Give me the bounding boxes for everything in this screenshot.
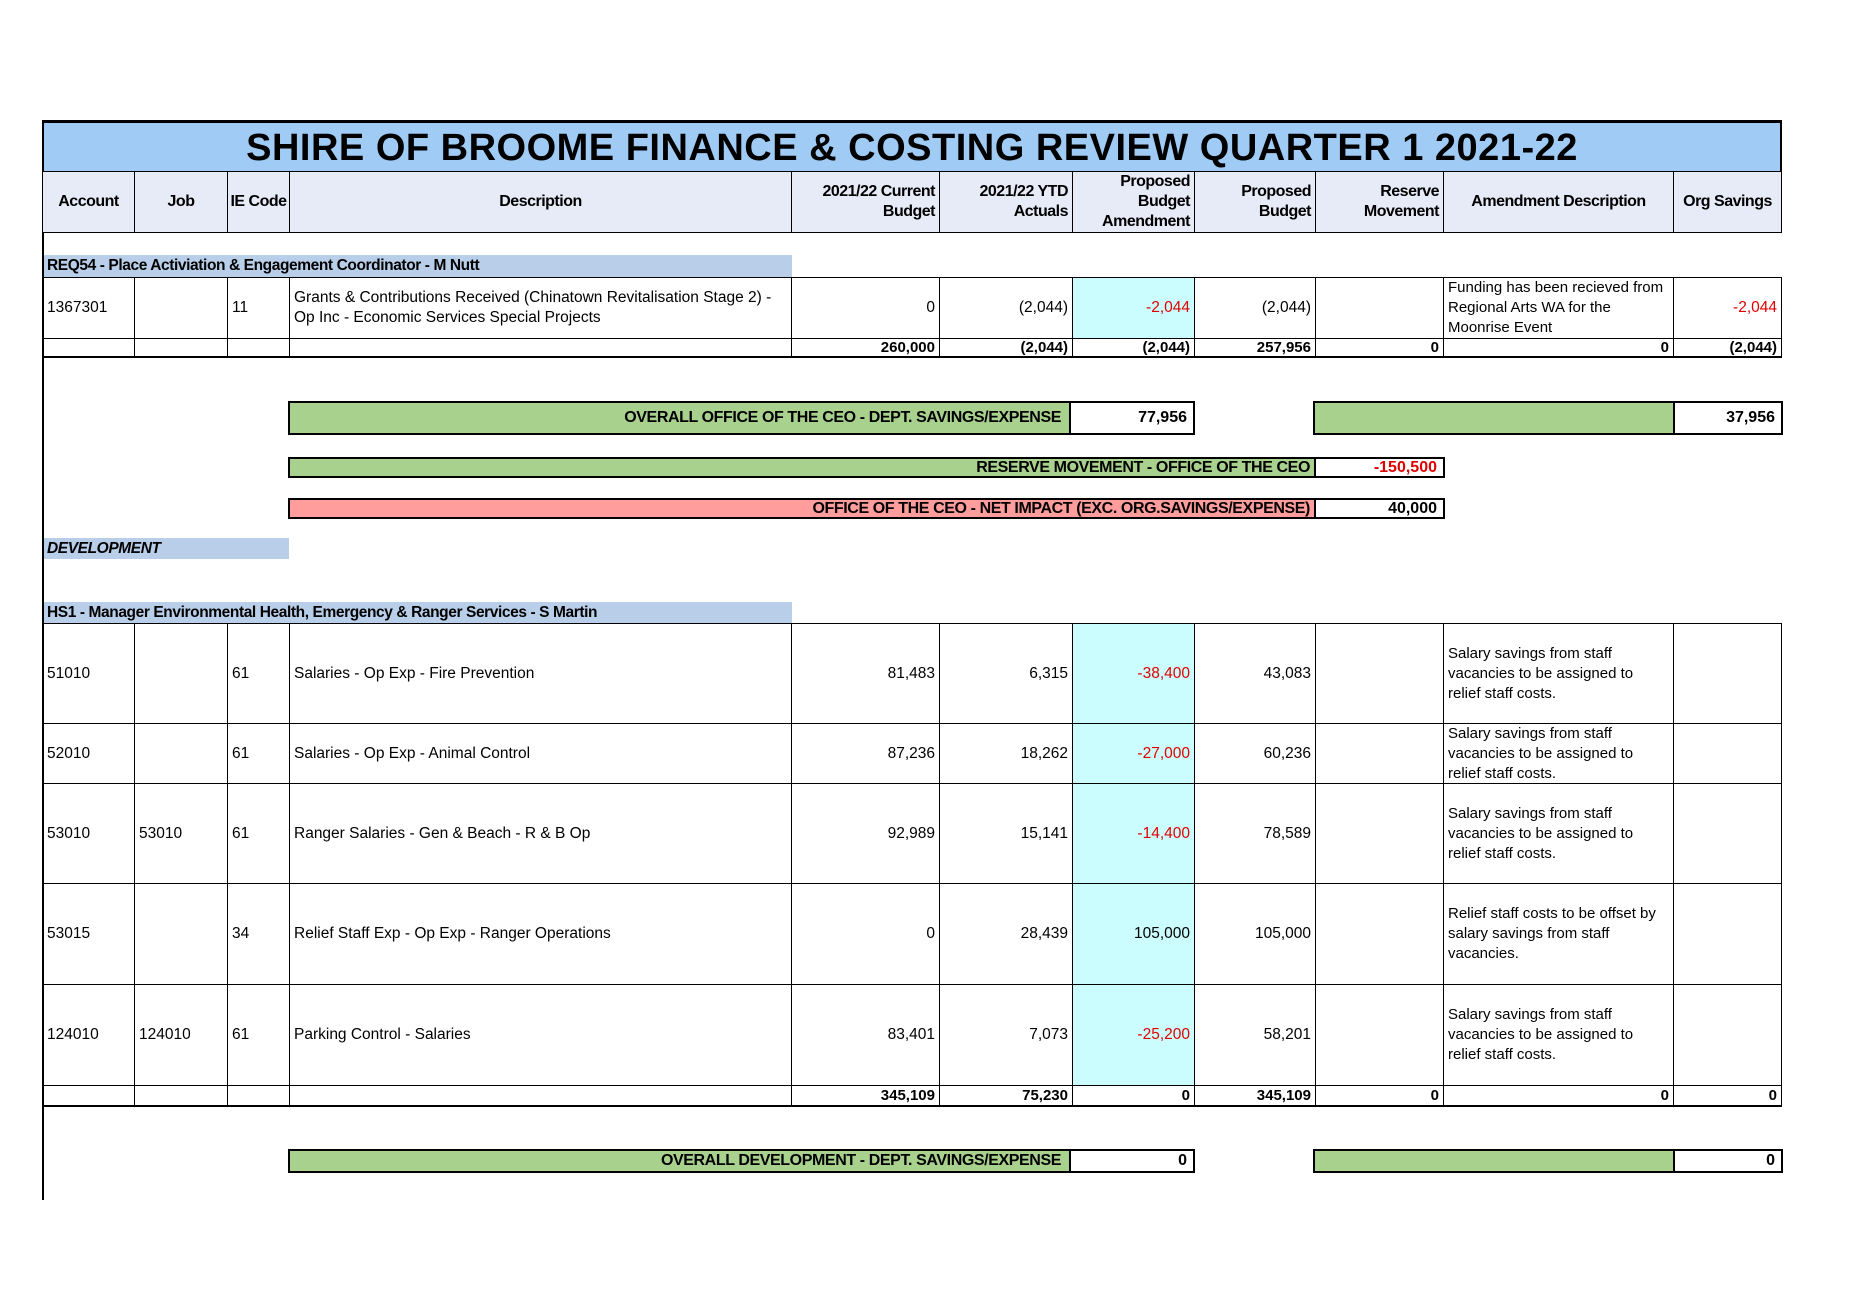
total-blank bbox=[42, 1085, 135, 1107]
cell-amendment-description: Salary savings from staff vacancies to be assigned to relief staff costs. bbox=[1443, 623, 1674, 724]
cell-proposed-amendment: -2,044 bbox=[1072, 277, 1195, 339]
cell-org-savings bbox=[1673, 723, 1782, 784]
development-org-savings-value: 0 bbox=[1673, 1149, 1783, 1173]
cell-ytd-actuals: 7,073 bbox=[939, 984, 1073, 1086]
section-label-req54: REQ54 - Place Activiation & Engagement Coordinator - M Nutt bbox=[44, 255, 792, 277]
total-blank bbox=[134, 1085, 228, 1107]
cell-account: 52010 bbox=[42, 723, 135, 784]
header-ie-code: IE Code bbox=[227, 171, 290, 233]
cell-proposed-amendment: -27,000 bbox=[1072, 723, 1195, 784]
cell-proposed-budget: 43,083 bbox=[1194, 623, 1316, 724]
total-amendment-description: 0 bbox=[1443, 1085, 1674, 1107]
cell-ie-code: 34 bbox=[227, 883, 290, 985]
header-amendment-description: Amendment Description bbox=[1443, 171, 1674, 233]
cell-current-budget: 87,236 bbox=[791, 723, 940, 784]
header-proposed-budget: Proposed Budget bbox=[1194, 171, 1316, 233]
cell-org-savings bbox=[1673, 783, 1782, 884]
section-label-hs1: HS1 - Manager Environmental Health, Emergency & Ranger Services - S Martin bbox=[44, 602, 792, 623]
total-current-budget: 260,000 bbox=[791, 338, 940, 358]
cell-proposed-amendment: -38,400 bbox=[1072, 623, 1195, 724]
cell-proposed-budget: (2,044) bbox=[1194, 277, 1316, 339]
header-proposed-amendment: Proposed Budget Amendment bbox=[1072, 171, 1195, 233]
total-blank bbox=[227, 338, 290, 358]
ceo-net-impact-label: OFFICE OF THE CEO - NET IMPACT (EXC. ORG.SAVINGS/EXPENSE) bbox=[288, 498, 1316, 519]
report-title: SHIRE OF BROOME FINANCE & COSTING REVIEW QUARTER 1 2021-22 bbox=[42, 120, 1782, 171]
cell-amendment-description: Relief staff costs to be offset by salary savings from staff vacancies. bbox=[1443, 883, 1674, 985]
cell-job: 53010 bbox=[134, 783, 228, 884]
total-proposed-amendment: 0 bbox=[1072, 1085, 1195, 1107]
cell-current-budget: 92,989 bbox=[791, 783, 940, 884]
cell-reserve-movement bbox=[1315, 984, 1444, 1086]
ceo-reserve-label: RESERVE MOVEMENT - OFFICE OF THE CEO bbox=[288, 457, 1316, 478]
total-ytd-actuals: (2,044) bbox=[939, 338, 1073, 358]
development-org-savings-bar bbox=[1313, 1149, 1675, 1173]
cell-org-savings bbox=[1673, 984, 1782, 1086]
total-proposed-amendment: (2,044) bbox=[1072, 338, 1195, 358]
cell-reserve-movement bbox=[1315, 883, 1444, 985]
cell-reserve-movement bbox=[1315, 277, 1444, 339]
ceo-org-savings-value: 37,956 bbox=[1673, 401, 1783, 435]
cell-proposed-amendment: -14,400 bbox=[1072, 783, 1195, 884]
header-account: Account bbox=[42, 171, 135, 233]
cell-proposed-budget: 105,000 bbox=[1194, 883, 1316, 985]
cell-ie-code: 61 bbox=[227, 783, 290, 884]
cell-current-budget: 0 bbox=[791, 883, 940, 985]
cell-account: 53015 bbox=[42, 883, 135, 985]
header-reserve-movement: Reserve Movement bbox=[1315, 171, 1444, 233]
cell-ie-code: 61 bbox=[227, 623, 290, 724]
cell-ie-code: 61 bbox=[227, 984, 290, 1086]
cell-job bbox=[134, 623, 228, 724]
total-proposed-budget: 345,109 bbox=[1194, 1085, 1316, 1107]
ceo-org-savings-bar bbox=[1313, 401, 1675, 435]
total-current-budget: 345,109 bbox=[791, 1085, 940, 1107]
header-description: Description bbox=[289, 171, 792, 233]
cell-ie-code: 61 bbox=[227, 723, 290, 784]
cell-amendment-description: Salary savings from staff vacancies to be assigned to relief staff costs. bbox=[1443, 984, 1674, 1086]
cell-ytd-actuals: 6,315 bbox=[939, 623, 1073, 724]
total-reserve-movement: 0 bbox=[1315, 1085, 1444, 1107]
cell-org-savings bbox=[1673, 883, 1782, 985]
total-blank bbox=[227, 1085, 290, 1107]
cell-reserve-movement bbox=[1315, 783, 1444, 884]
cell-job bbox=[134, 723, 228, 784]
cell-proposed-amendment: -25,200 bbox=[1072, 984, 1195, 1086]
development-overall-label: OVERALL DEVELOPMENT - DEPT. SAVINGS/EXPENSE bbox=[288, 1149, 1071, 1173]
cell-description: Relief Staff Exp - Op Exp - Ranger Operations bbox=[289, 883, 792, 985]
cell-ytd-actuals: 18,262 bbox=[939, 723, 1073, 784]
cell-description: Salaries - Op Exp - Animal Control bbox=[289, 723, 792, 784]
cell-ytd-actuals: (2,044) bbox=[939, 277, 1073, 339]
header-ytd-actuals: 2021/22 YTD Actuals bbox=[939, 171, 1073, 233]
development-overall-value: 0 bbox=[1069, 1149, 1195, 1173]
cell-reserve-movement bbox=[1315, 623, 1444, 724]
total-org-savings: 0 bbox=[1673, 1085, 1782, 1107]
cell-account: 124010 bbox=[42, 984, 135, 1086]
cell-description: Grants & Contributions Received (Chinatown Revitalisation Stage 2) - Op Inc - Economic Services Special Projects bbox=[289, 277, 792, 339]
total-org-savings: (2,044) bbox=[1673, 338, 1782, 358]
cell-proposed-budget: 78,589 bbox=[1194, 783, 1316, 884]
total-reserve-movement: 0 bbox=[1315, 338, 1444, 358]
total-amendment-description: 0 bbox=[1443, 338, 1674, 358]
cell-amendment-description: Funding has been recieved from Regional Arts WA for the Moonrise Event bbox=[1443, 277, 1674, 339]
header-current-budget: 2021/22 Current Budget bbox=[791, 171, 940, 233]
total-blank bbox=[42, 338, 135, 358]
cell-ytd-actuals: 28,439 bbox=[939, 883, 1073, 985]
cell-proposed-amendment: 105,000 bbox=[1072, 883, 1195, 985]
total-blank bbox=[289, 338, 792, 358]
cell-account: 53010 bbox=[42, 783, 135, 884]
cell-amendment-description: Salary savings from staff vacancies to be assigned to relief staff costs. bbox=[1443, 723, 1674, 784]
total-ytd-actuals: 75,230 bbox=[939, 1085, 1073, 1107]
cell-reserve-movement bbox=[1315, 723, 1444, 784]
cell-ie-code: 11 bbox=[227, 277, 290, 339]
ceo-overall-label: OVERALL OFFICE OF THE CEO - DEPT. SAVINGS/EXPENSE bbox=[288, 401, 1071, 435]
cell-proposed-budget: 58,201 bbox=[1194, 984, 1316, 1086]
total-proposed-budget: 257,956 bbox=[1194, 338, 1316, 358]
ceo-net-impact-value: 40,000 bbox=[1314, 498, 1445, 519]
cell-current-budget: 83,401 bbox=[791, 984, 940, 1086]
cell-description: Salaries - Op Exp - Fire Prevention bbox=[289, 623, 792, 724]
cell-description: Ranger Salaries - Gen & Beach - R & B Op bbox=[289, 783, 792, 884]
cell-org-savings bbox=[1673, 623, 1782, 724]
cell-proposed-budget: 60,236 bbox=[1194, 723, 1316, 784]
development-label: DEVELOPMENT bbox=[44, 538, 289, 559]
cell-current-budget: 0 bbox=[791, 277, 940, 339]
cell-job bbox=[134, 277, 228, 339]
header-org-savings: Org Savings bbox=[1673, 171, 1782, 233]
cell-account: 51010 bbox=[42, 623, 135, 724]
cell-job bbox=[134, 883, 228, 985]
cell-org-savings: -2,044 bbox=[1673, 277, 1782, 339]
cell-account: 1367301 bbox=[42, 277, 135, 339]
cell-amendment-description: Salary savings from staff vacancies to be assigned to relief staff costs. bbox=[1443, 783, 1674, 884]
total-blank bbox=[134, 338, 228, 358]
cell-description: Parking Control - Salaries bbox=[289, 984, 792, 1086]
cell-ytd-actuals: 15,141 bbox=[939, 783, 1073, 884]
total-blank bbox=[289, 1085, 792, 1107]
header-job: Job bbox=[134, 171, 228, 233]
ceo-overall-value: 77,956 bbox=[1069, 401, 1195, 435]
ceo-reserve-value: -150,500 bbox=[1314, 457, 1445, 478]
cell-current-budget: 81,483 bbox=[791, 623, 940, 724]
cell-job: 124010 bbox=[134, 984, 228, 1086]
